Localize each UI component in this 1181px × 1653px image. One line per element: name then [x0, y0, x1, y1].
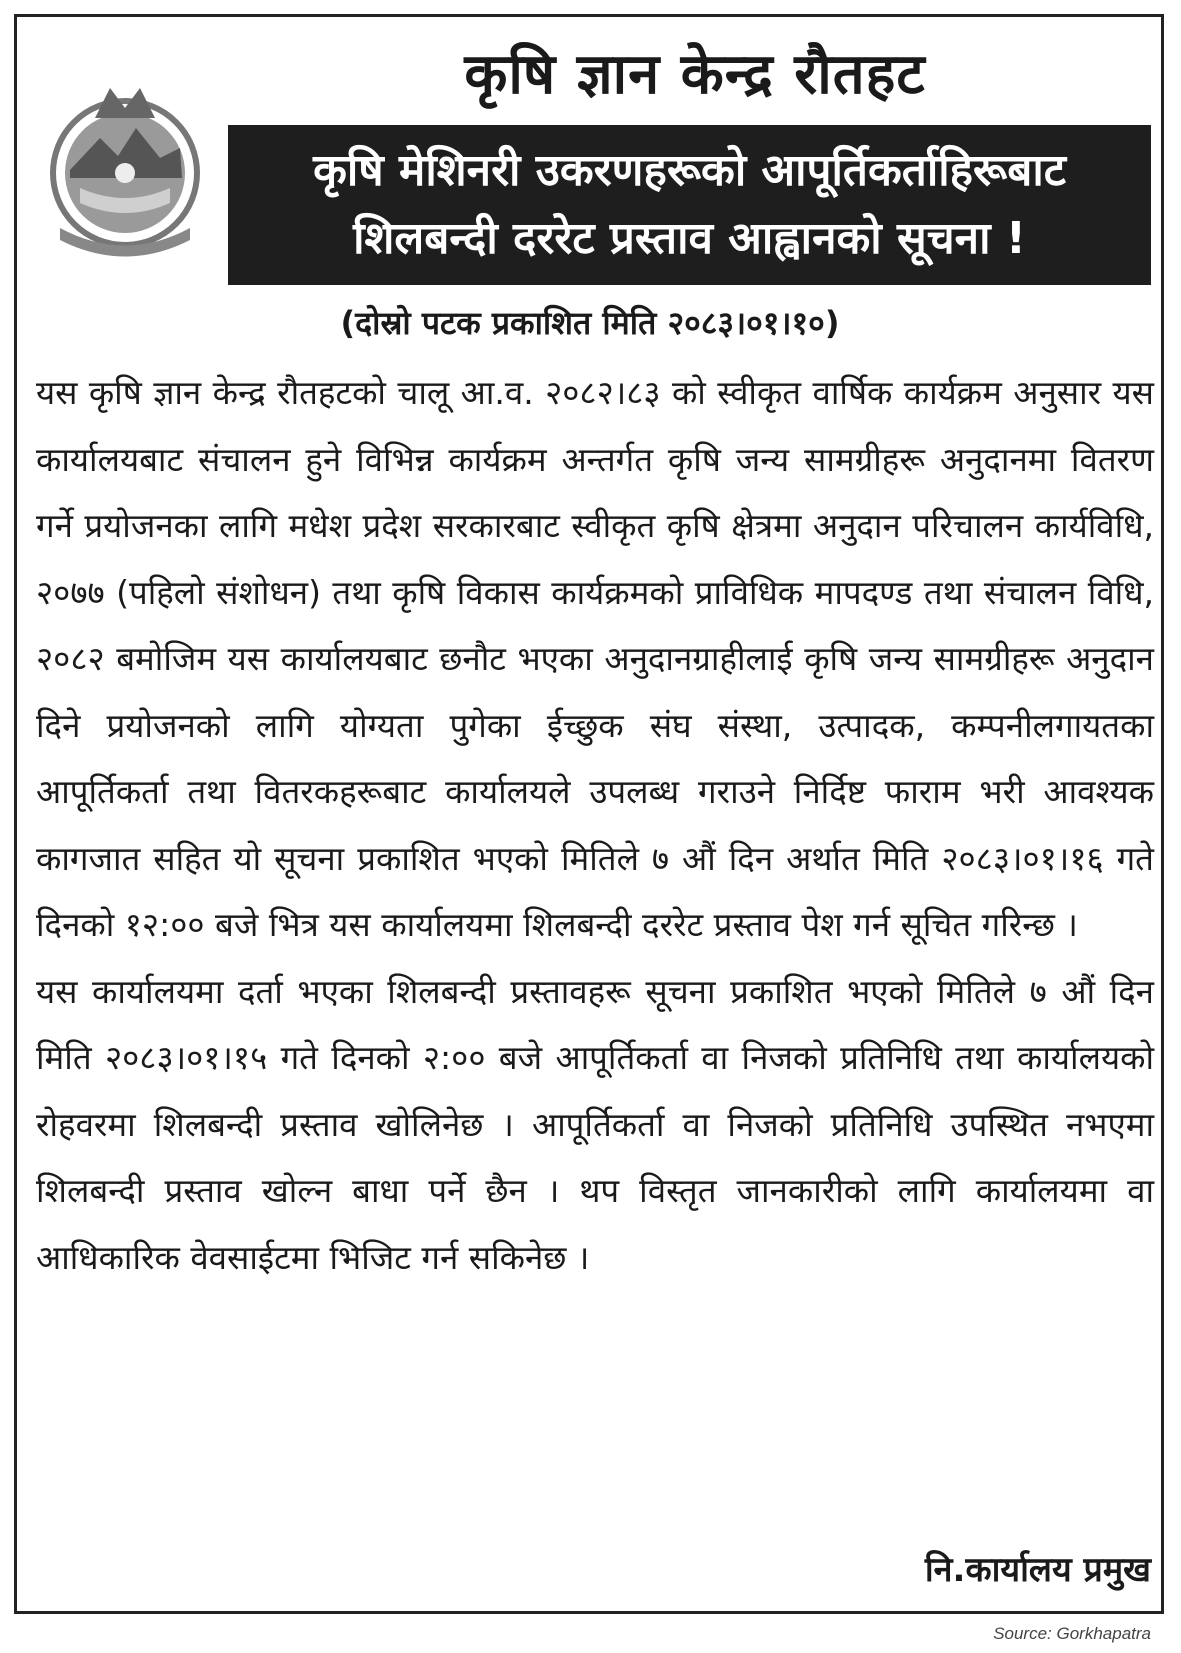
nepal-emblem-icon: [40, 78, 210, 258]
title-line-1: कृषि मेशिनरी उकरणहरूको आपूर्तिकर्ताहिरूबाट: [313, 145, 1066, 196]
office-name: कृषि ज्ञान केन्द्र रौतहट: [464, 42, 926, 107]
notice-body: [36, 360, 1154, 1291]
notice-title-banner: [228, 125, 1151, 285]
source-credit: Source: Gorkhapatra: [993, 1624, 1151, 1643]
signature: नि.कार्यालय प्रमुख: [924, 1550, 1151, 1590]
paragraph-2: यस कार्यालयमा दर्ता भएका शिलबन्दी प्रस्तावहरू सूचना प्रकाशित भएको मितिले ७ औं दिन मिति २०८३।०१।१५ गते दिनको २:०० बजे आपूर्तिकर्ता वा निजको प्रतिनिधि तथा कार्यालयको रोहवरमा शिलबन्दी प्रस्ताव खोलिनेछ । आपूर्तिकर्ता वा निजको प्रतिनिधि उपस्थित नभएमा शिलबन्दी प्रस्ताव खोल्न बाधा पर्ने छैन । थप विस्तृत जानकारीको लागि कार्यालयमा वा आधिकारिक वेवसाईटमा भिजिट गर्न सकिनेछ ।: [36, 971, 1154, 1277]
paragraph-1: यस कृषि ज्ञान केन्द्र रौतहटको चालू आ.व. २०८२।८३ को स्वीकृत वार्षिक कार्यक्रम अनुसार यस कार्यालयबाट संचालन हुने विभिन्न कार्यक्रम अन्तर्गत कृषि जन्य सामग्रीहरू अनुदानमा वितरण गर्ने प्रयोजनका लागि मधेश प्रदेश सरकारबाट स्वीकृत कृषि क्षेत्रमा अनुदान परिचालन कार्यविधि, २०७७ (पहिलो संशोधन) तथा कृषि विकास कार्यक्रमको प्राविधिक मापदण्ड तथा संचालन विधि, २०८२ बमोजिम यस कार्यालयबाट छनौट भएका अनुदानग्राहीलाई कृषि जन्य सामग्रीहरू अनुदान दिने प्रयोजनको लागि योग्यता पुगेका ईच्छुक संघ संस्था, उत्पादक, कम्पनीलगायतका आपूर्तिकर्ता तथा वितरकहरूबाट कार्यालयले उपलब्ध गराउने निर्दिष्ट फाराम भरी आवश्यक कागजात सहित यो सूचना प्रकाशित भएको मितिले ७ औं दिन अर्थात मिति २०८३।०१।१६ गते दिनको १२:०० बजे भित्र यस कार्यालयमा शिलबन्दी दररेट प्रस्ताव पेश गर्न सूचित गरिन्छ ।: [36, 373, 1154, 944]
second-publication-date: (दोस्रो पटक प्रकाशित मिति २०८३।०१।१०): [340, 304, 840, 342]
title-line-2: शिलबन्दी दररेट प्रस्ताव आह्वानको सूचना !: [353, 213, 1026, 264]
